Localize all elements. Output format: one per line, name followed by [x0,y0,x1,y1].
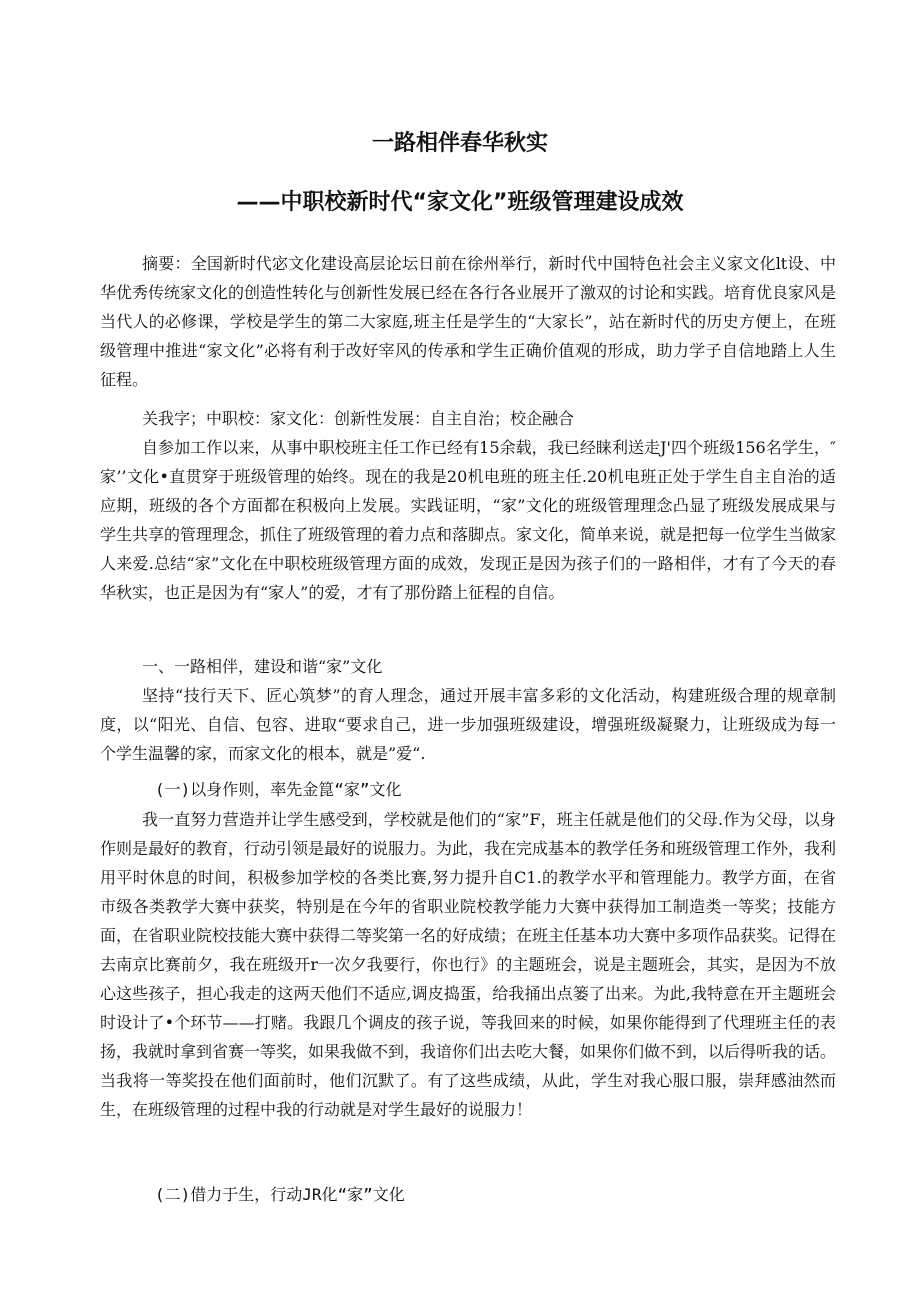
section1-paragraph: 坚持“技行天下、匠心筑梦”的育人理念，通过开展丰富多彩的文化活动，构建班级合理的规章制度，以“阳光、自信、包容、进取“要求自己，进一步加强班级建设，增强班级凝聚力，让班级成为每一个学生温馨的家，而家文化的根本，就是”爱“. [100,686,836,763]
section1-heading: 一、一路相伴，建设和谐“家”文化 [142,657,383,676]
abstract-paragraph: 摘要：全国新时代宓文化建设高层论坛日前在徐州举行，新时代中国特色社会主义家文化lt设、中华优秀传统家文化的创造性转化与创新性发展已经在各行各业展开了激双的讨论和实践。培育优良家风是当代人的必修课，学校是学生的第二大家庭,班主任是学生的“大家长”，站在新时代的历史方便上，在班级管理中推进“家文化”必将有利于改好宰风的传承和学生正确价值观的形成，助力学子自信地踏上人生征程。 [100,254,836,389]
subsection2-heading: (二)借力于生，行动JR化“家”文化 [155,1185,405,1204]
intro-paragraph: 自参加工作以来，从事中职校班主任工作已经有15余载，我已经睐利送走J'四个班级156名学生，″家’’文化•直贯穿于班级管理的始终。现在的我是20机电班的班主任.20机电班正处于学生自主自治的适应期，班级的各个方面都在积极向上发展。实践证明，“家”文化的班级管理理念凸显了班级发展成果与学生共享的管理理念，抓住了班级管理的着力点和落脚点。家文化，简单来说，就是把每一位学生当做家人来爱.总结“家”文化在中职校班级管理方面的成效，发现正是因为孩子们的一路相伴，才有了今天的春华秋实，也正是因为有“家人”的爱，才有了那份踏上征程的自信。 [100,438,836,602]
document-subtitle: ——中职校新时代“家文化”班级管理建设成效 [236,190,684,215]
subsection1-paragraph: 我一直努力营造并让学生感受到，学校就是他们的“家”F，班主任就是他们的父母.作为父母，以身作则是最好的教育，行动引领是最好的说服力。为此，我在完成基本的教学任务和班级管理工作外，我利用平时休息的时间，积极参加学校的各类比赛,努力提升自C1.的教学水平和管理能力。教学方面，在省市级各类教学大赛中获奖，特别是在今年的省职业院校教学能力大赛中获得加工制造类一等奖；技能方面，在省职业院校技能大赛中获得二等奖第一名的好成绩；在班主任基本功大赛中多项作品获奖。记得在去南京比赛前夕，我在班级开r一次夕我要行，你也行》的主题班会，说是主题班会，其实，是因为不放心这些孩子，担心我走的这两天他们不适应,调皮捣蛋，给我捅出点篓了出来。为此,我特意在开主题班会时设计了•个环节——打赌。我跟几个调皮的孩子说，等我回来的时候，如果你能得到了代理班主任的表扬，我就时拿到省赛一等奖，如果我做不到，我谙你们出去吃大餐，如果你们做不到，以后得听我的话。当我将一等奖投在他们面前时，他们沉默了。有了这些成绩，从此，学生对我心服口服，崇拜感油然而生，在班级管理的过程中我的行动就是对学生最好的说服力！ [100,810,836,1119]
document-title: 一路相伴春华秋实 [371,131,548,156]
subsection1-heading: (一)以身作则，率先金箟“家”文化 [155,780,402,799]
keywords-paragraph: 关我字；中职校：家文化：创新性发展：自主自治；校企融合 [142,409,575,428]
